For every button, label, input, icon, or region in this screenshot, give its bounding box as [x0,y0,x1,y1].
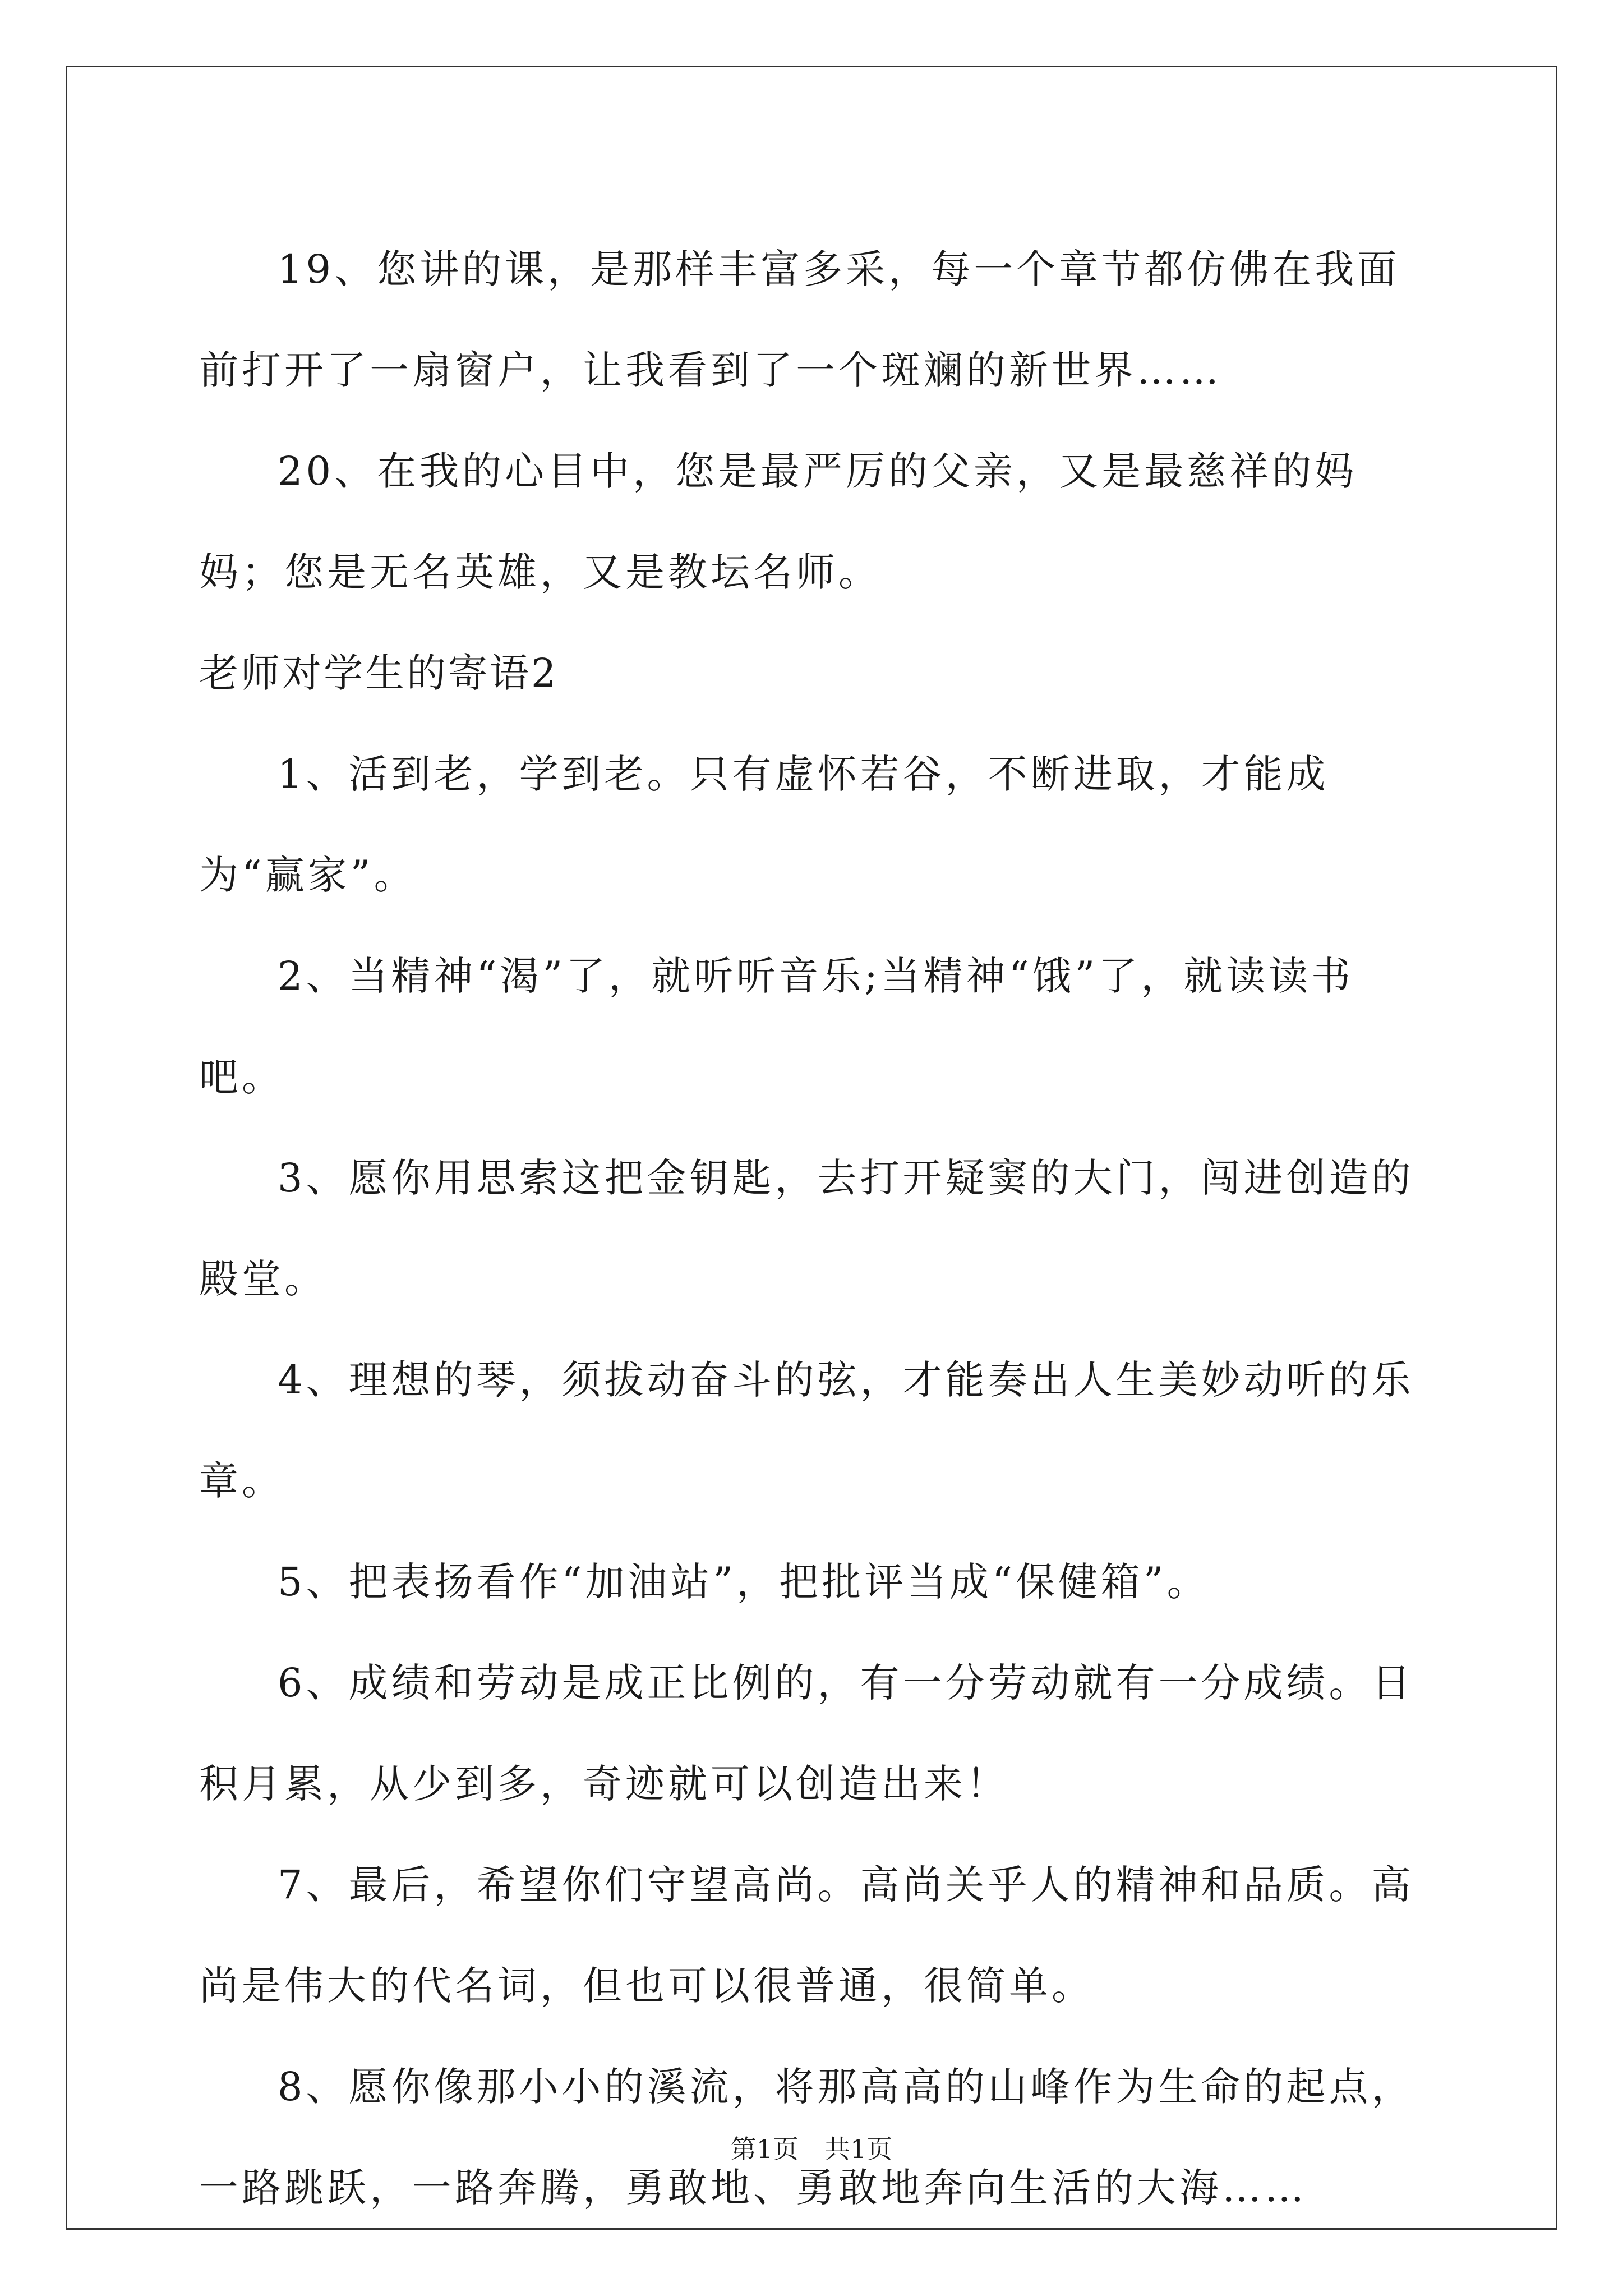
document-body [199,219,1433,2238]
paragraph-20: 20、在我的心目中，您是最严厉的父亲，又是最慈祥的妈妈；您是无名英雄，又是教坛名师。 [199,448,1358,595]
paragraph-7: 7、最后，希望你们守望高尚。高尚关乎人的精神和品质。高尚是伟大的代名词，但也可以很普通，很简单。 [199,1862,1414,2009]
paragraph-8: 8、愿你像那小小的溪流，将那高高的山峰作为生命的起点，一路跳跃，一路奔腾，勇敢地、勇敢地奔向生活的大海…… [199,2064,1414,2211]
paragraph-1: 1、活到老，学到老。只有虚怀若谷，不断进取，才能成为“赢家”。 [199,751,1329,898]
paragraph-3: 3、愿你用思索这把金钥匙，去打开疑窦的大门，闯进创造的殿堂。 [199,1155,1414,1302]
paragraph-19: 19、您讲的课，是那样丰富多采，每一个章节都仿佛在我面前打开了一扇窗户，让我看到了一个斑斓的新世界…… [199,246,1400,393]
section-heading: 老师对学生的寄语2 [199,650,559,696]
paragraph-4: 4、理想的琴，须拔动奋斗的弦，才能奏出人生美妙动听的乐章。 [199,1357,1414,1504]
paragraph-6: 6、成绩和劳动是成正比例的，有一分劳动就有一分成绩。日积月累，从少到多，奇迹就可以创造出来！ [199,1660,1414,1807]
page-footer: 第1页 共1页 [730,2134,893,2164]
paragraph-2: 2、当精神“渴”了，就听听音乐;当精神“饿”了，就读读书吧。 [199,953,1354,1100]
paragraph-5: 5、把表扬看作“加油站”，把批评当成“保健箱”。 [278,1559,1210,1605]
